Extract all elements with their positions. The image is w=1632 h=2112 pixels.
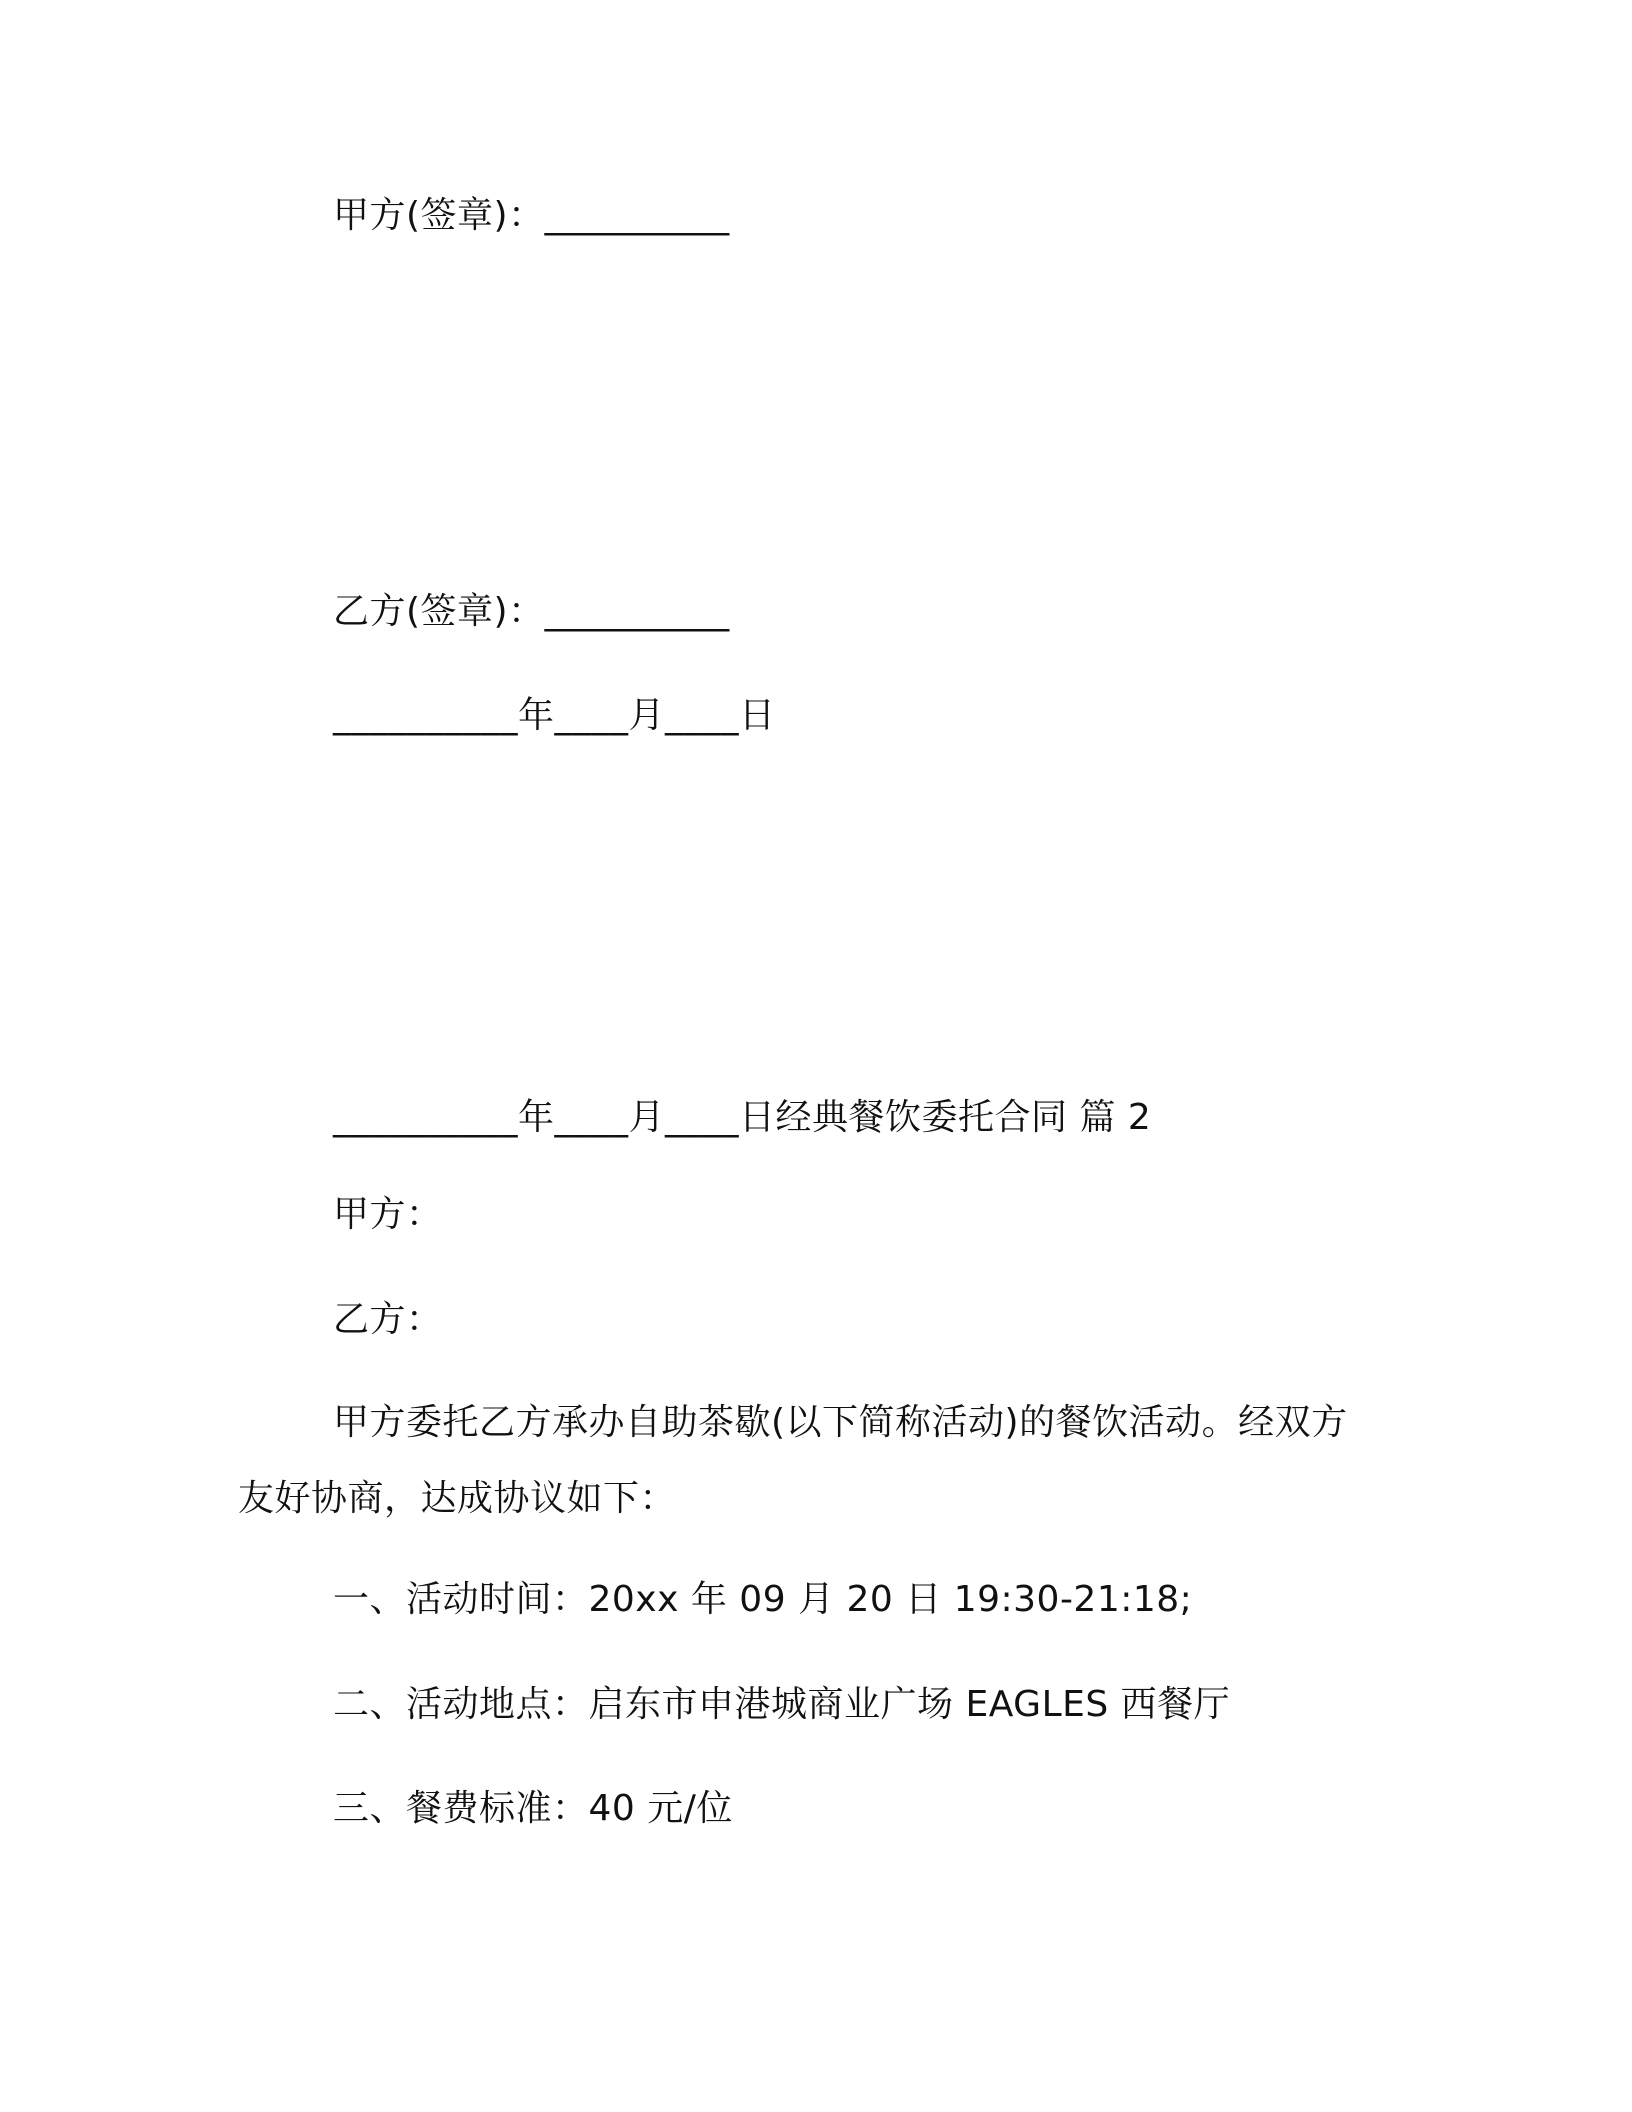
section-title: __________年____月____日经典餐饮委托合同 篇 2 xyxy=(333,1097,1152,1138)
item-meal-fee: 三、餐费标准：40 元/位 xyxy=(333,1788,733,1829)
party-a-label: 甲方： xyxy=(333,1194,443,1235)
item-activity-location: 二、活动地点：启东市申港城商业广场 EAGLES 西餐厅 xyxy=(333,1684,1231,1725)
intro-paragraph: 甲方委托乙方承办自助茶歇(以下简称活动)的餐饮活动。经双方友好协商，达成协议如下： xyxy=(238,1402,1348,1519)
party-b-signature-line: 乙方(签章)：__________ xyxy=(333,591,730,632)
party-b-label: 乙方： xyxy=(333,1299,443,1340)
item-activity-time: 一、活动时间：20xx 年 09 月 20 日 19:30-21:18; xyxy=(333,1579,1193,1620)
party-a-signature-line: 甲方(签章)：__________ xyxy=(333,195,730,236)
signature-date-line: __________年____月____日 xyxy=(333,695,776,736)
